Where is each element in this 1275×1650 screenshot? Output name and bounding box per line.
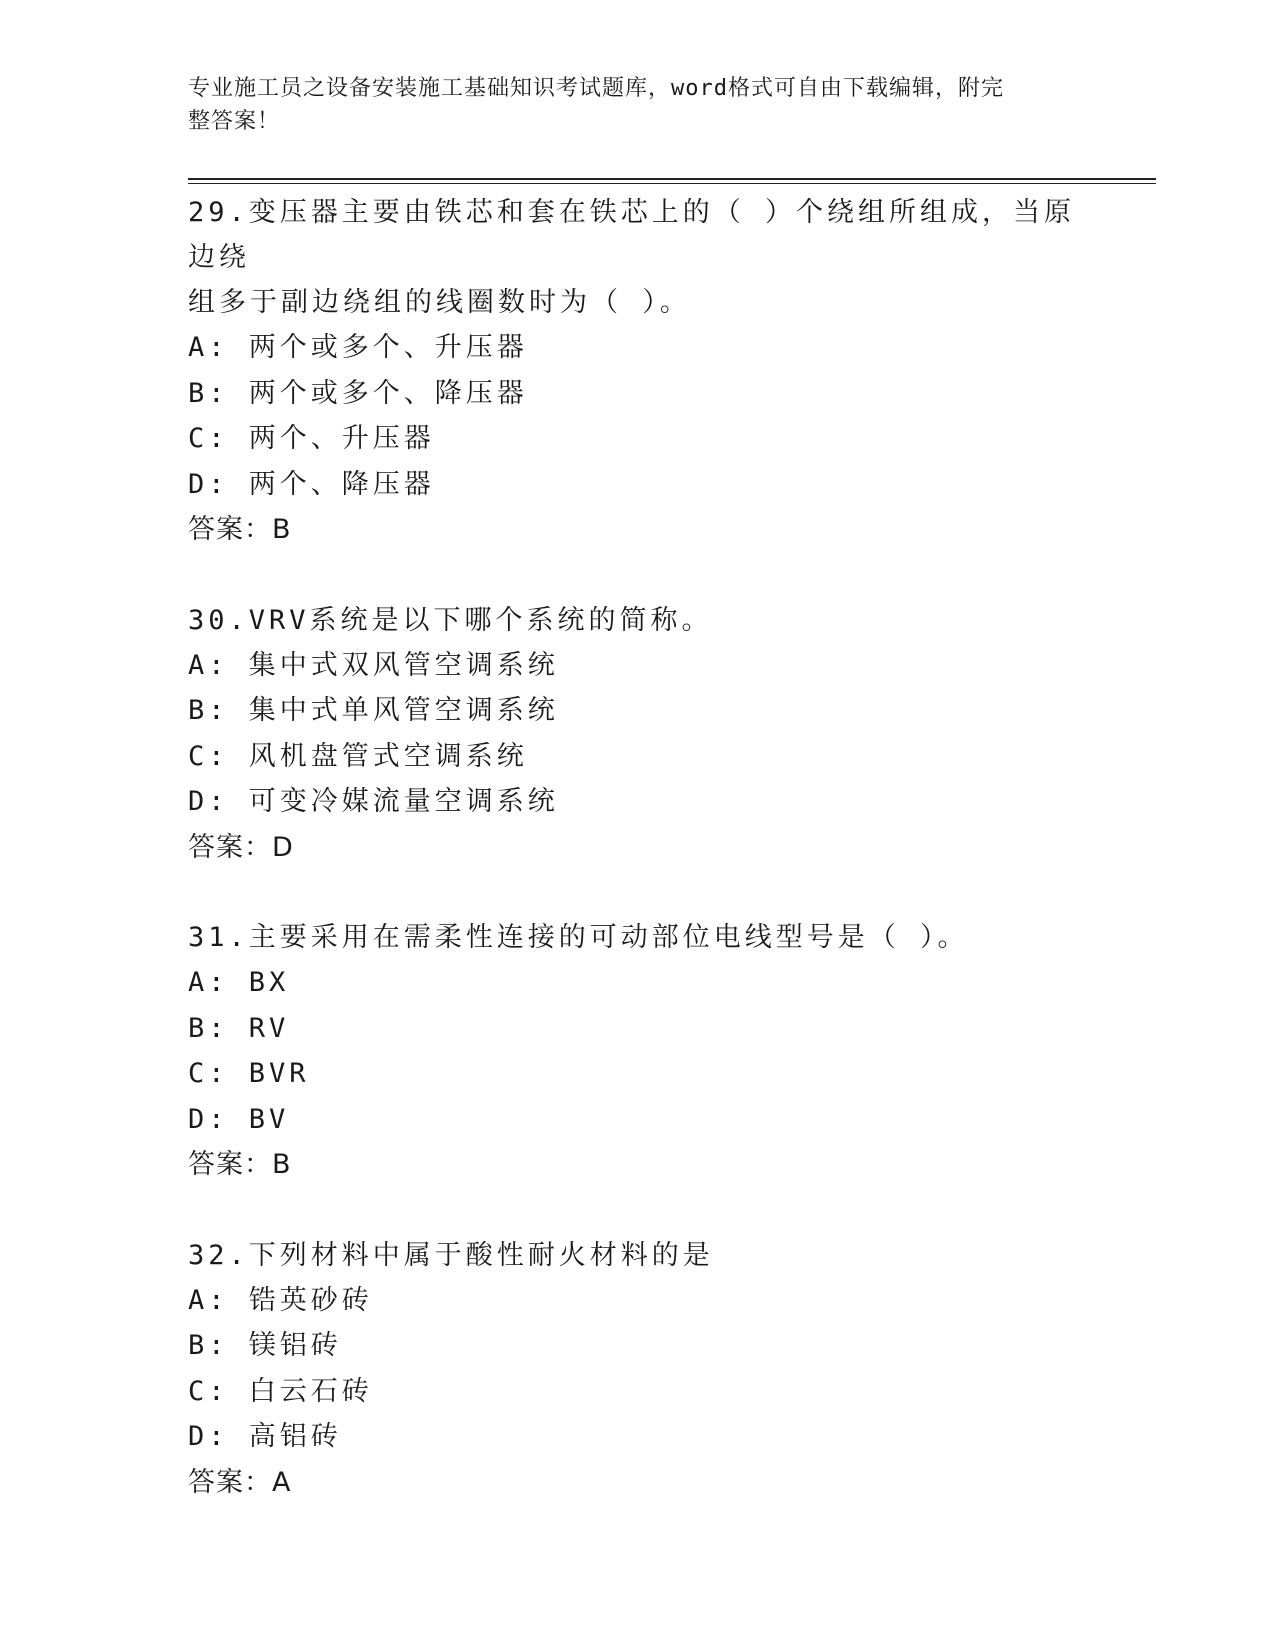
question-list xyxy=(188,190,1088,1550)
question-31 xyxy=(188,915,1088,1188)
option-a: A: 集中式双风管空调系统 xyxy=(188,649,559,681)
option-c: C: 白云石砖 xyxy=(188,1375,373,1407)
option-c: C: 风机盘管式空调系统 xyxy=(188,740,528,772)
question-stem: 31.主要采用在需柔性连接的可动部位电线型号是（ ）。 xyxy=(188,922,969,953)
answer-value: A xyxy=(272,1466,292,1498)
option-d: D: 可变冷媒流量空调系统 xyxy=(188,786,559,817)
question-stem: 29.变压器主要由铁芯和套在铁芯上的（ ）个绕组所组成，当原边绕 xyxy=(188,197,1076,273)
answer-value: D xyxy=(272,831,294,863)
header-divider-thick xyxy=(188,178,1156,180)
option-b: B: 镁铝砖 xyxy=(188,1330,342,1361)
option-b: B: 集中式单风管空调系统 xyxy=(188,695,559,726)
header-line-2: 整答案！ xyxy=(188,109,281,134)
question-stem: 30.VRV系统是以下哪个系统的简称。 xyxy=(188,604,713,636)
option-a: A: 锆英砂砖 xyxy=(188,1284,373,1316)
answer-label: 答案： xyxy=(188,1149,272,1180)
answer-label: 答案： xyxy=(188,1466,272,1498)
option-d: D: 高铝砖 xyxy=(188,1421,342,1452)
answer-line xyxy=(188,1142,1088,1188)
answer-line xyxy=(188,507,1088,553)
option-d: D: BV xyxy=(188,1103,290,1135)
answer-value: B xyxy=(272,1149,292,1180)
answer-line xyxy=(188,825,1088,871)
option-b: B: RV xyxy=(188,1012,290,1044)
option-c: C: BVR xyxy=(188,1058,310,1089)
option-a: A: BX xyxy=(188,967,290,998)
header-line-1: 专业施工员之设备安装施工基础知识考试题库，word格式可自由下载编辑，附完 xyxy=(188,76,1004,101)
answer-label: 答案： xyxy=(188,831,272,863)
question-32 xyxy=(188,1233,1088,1506)
question-stem-continued: 组多于副边绕组的线圈数时为（ ）。 xyxy=(188,287,691,318)
answer-line xyxy=(188,1460,1088,1506)
option-b: B: 两个或多个、降压器 xyxy=(188,377,528,409)
question-29 xyxy=(188,190,1088,553)
option-d: D: 两个、降压器 xyxy=(188,468,435,500)
header-divider-thin xyxy=(188,183,1156,184)
document-header xyxy=(188,72,1088,138)
option-c: C: 两个、升压器 xyxy=(188,423,435,454)
answer-label: 答案： xyxy=(188,514,272,545)
question-stem: 32.下列材料中属于酸性耐火材料的是 xyxy=(188,1239,714,1271)
option-a: A: 两个或多个、升压器 xyxy=(188,332,528,363)
answer-value: B xyxy=(272,514,292,545)
question-30 xyxy=(188,598,1088,871)
